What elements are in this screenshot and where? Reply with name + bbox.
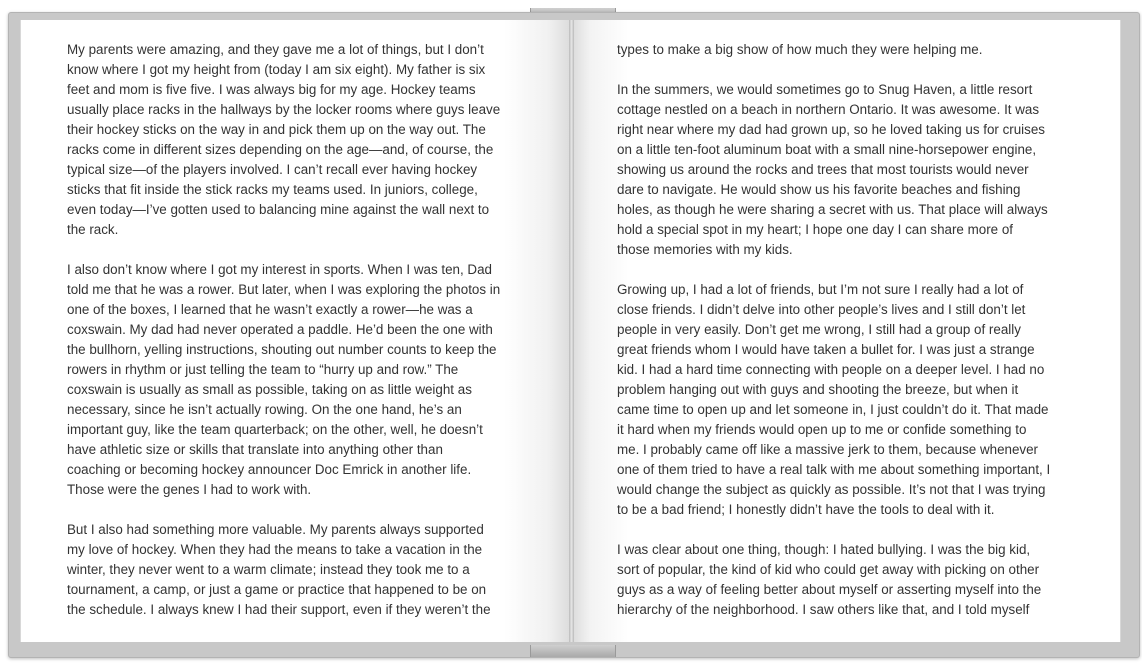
text-line: winter, they never went to a warm climate; instead they took me to a <box>67 562 470 577</box>
text-line: sticks that fit inside the stick racks my teams used. In juniors, college, <box>67 182 478 197</box>
paragraph <box>617 40 1084 60</box>
text-line: important guy, like the team quarterback; on the other, well, he doesn’t <box>67 422 483 437</box>
text-line: Growing up, I had a lot of friends, but I’m not sure I really had a lot of <box>617 282 1024 297</box>
text-line: came time to open up and let someone in, I just couldn’t do it. That made <box>617 402 1049 417</box>
left-page[interactable] <box>20 20 570 642</box>
text-line: But I also had something more valuable. My parents always supported <box>67 522 484 537</box>
text-line: know where I got my height from (today I am six eight). My father is six <box>67 62 486 77</box>
text-line: necessary, since he isn’t actually rowing. On the one hand, he’s an <box>67 402 462 417</box>
text-line: one of them tried to have a real talk with me about something important, I <box>617 462 1051 477</box>
text-line: problem hanging out with guys and shooting the breeze, but when it <box>617 382 1019 397</box>
paragraph <box>67 260 533 500</box>
text-line: the schedule. I always knew I had their support, even if they weren’t the <box>67 602 491 617</box>
paragraph <box>617 80 1084 260</box>
text-line: cottage nestled on a beach in northern Ontario. It was awesome. It was <box>617 102 1040 117</box>
text-line: me. I probably came off like a massive jerk to them, because whenever <box>617 442 1039 457</box>
text-line: rowers in rhythm or just telling the team to “hurry up and row.” The <box>67 362 459 377</box>
text-line: coxswain. My dad had never operated a paddle. He’d been the one with <box>67 322 493 337</box>
paragraph <box>617 280 1084 520</box>
text-line: it hard when my friends would open up to me or confide something to <box>617 422 1027 437</box>
text-line: usually place racks in the hallways by the locker rooms where guys leave <box>67 102 501 117</box>
text-line: typical size—of the players involved. I can’t recall ever having hockey <box>67 162 478 177</box>
right-page-text <box>617 40 1084 640</box>
text-line: In the summers, we would sometimes go to Snug Haven, a little resort <box>617 82 1033 97</box>
text-line: on a little ten-foot aluminum boat with a small nine-horsepower engine, <box>617 142 1037 157</box>
text-line: to be a bad friend; I honestly didn’t have the tools to deal with it. <box>617 502 995 517</box>
text-line: people in very easily. Don’t get me wrong, I still had a group of really <box>617 322 1021 337</box>
text-line: kid. I had a hard time connecting with people on a deeper level. I had no <box>617 362 1045 377</box>
text-line: coaching or becoming hockey announcer Doc Emrick in another life. <box>67 462 472 477</box>
text-line: racks come in different sizes depending on the age—and, of course, the <box>67 142 494 157</box>
text-line: feet and mom is five five. I was always big for my age. Hockey teams <box>67 82 476 97</box>
text-line: hold a special spot in my heart; I hope one day I can share more of <box>617 222 1013 237</box>
text-line: guys as a way of feeling better about myself or asserting myself into the <box>617 582 1042 597</box>
text-line: My parents were amazing, and they gave me a lot of things, but I don’t <box>67 42 484 57</box>
text-line: close friends. I didn’t delve into other people’s lives and I still don’t let <box>617 302 1026 317</box>
text-line: tournament, a camp, or just a game or practice that happened to be on <box>67 582 487 597</box>
text-line: the rack. <box>67 222 119 237</box>
text-line: great friends whom I would have taken a bullet for. I was just a strange <box>617 342 1035 357</box>
text-line: sort of popular, the kind of kid who could get away with picking on other <box>617 562 1040 577</box>
text-line: I also don’t know where I got my interest in sports. When I was ten, Dad <box>67 262 492 277</box>
text-line: hierarchy of the neighborhood. I saw others like that, and I told myself <box>617 602 1030 617</box>
text-line: dare to navigate. He would show us his favorite beaches and fishing <box>617 182 1021 197</box>
text-line: Those were the genes I had to work with. <box>67 482 312 497</box>
left-page-text <box>67 40 533 640</box>
text-line: their hockey sticks on the way in and pick them up on the way out. The <box>67 122 486 137</box>
text-line: right near where my dad had grown up, so he loved taking us for cruises <box>617 122 1045 137</box>
text-line: one of the boxes, I learned that he wasn’t exactly a rower—he was a <box>67 302 473 317</box>
paragraph <box>617 540 1084 620</box>
text-line: those memories with my kids. <box>617 242 793 257</box>
text-line: holes, as though he were sharing a secret with us. That place will always <box>617 202 1048 217</box>
text-line: even today—I’ve gotten used to balancing mine against the wall next to <box>67 202 490 217</box>
paragraph <box>67 520 533 620</box>
spine-tab-bottom <box>530 645 616 657</box>
text-line: types to make a big show of how much they were helping me. <box>617 42 983 57</box>
text-line: I was clear about one thing, though: I hated bullying. I was the big kid, <box>617 542 1031 557</box>
text-line: showing us around the rocks and trees that most tourists would never <box>617 162 1029 177</box>
text-line: told me that he was a rower. But later, when I was exploring the photos in <box>67 282 501 297</box>
text-line: the bullhorn, yelling instructions, shouting out number counts to keep the <box>67 342 497 357</box>
text-line: would change the subject as quickly as possible. It’s not that I was trying <box>617 482 1046 497</box>
text-line: have athletic size or skills that translate into anything other than <box>67 442 443 457</box>
text-line: my love of hockey. When they had the means to take a vacation in the <box>67 542 483 557</box>
text-line: coxswain is usually as small as possible, taking on as little weight as <box>67 382 472 397</box>
right-page[interactable] <box>574 20 1121 642</box>
paragraph <box>67 40 533 240</box>
